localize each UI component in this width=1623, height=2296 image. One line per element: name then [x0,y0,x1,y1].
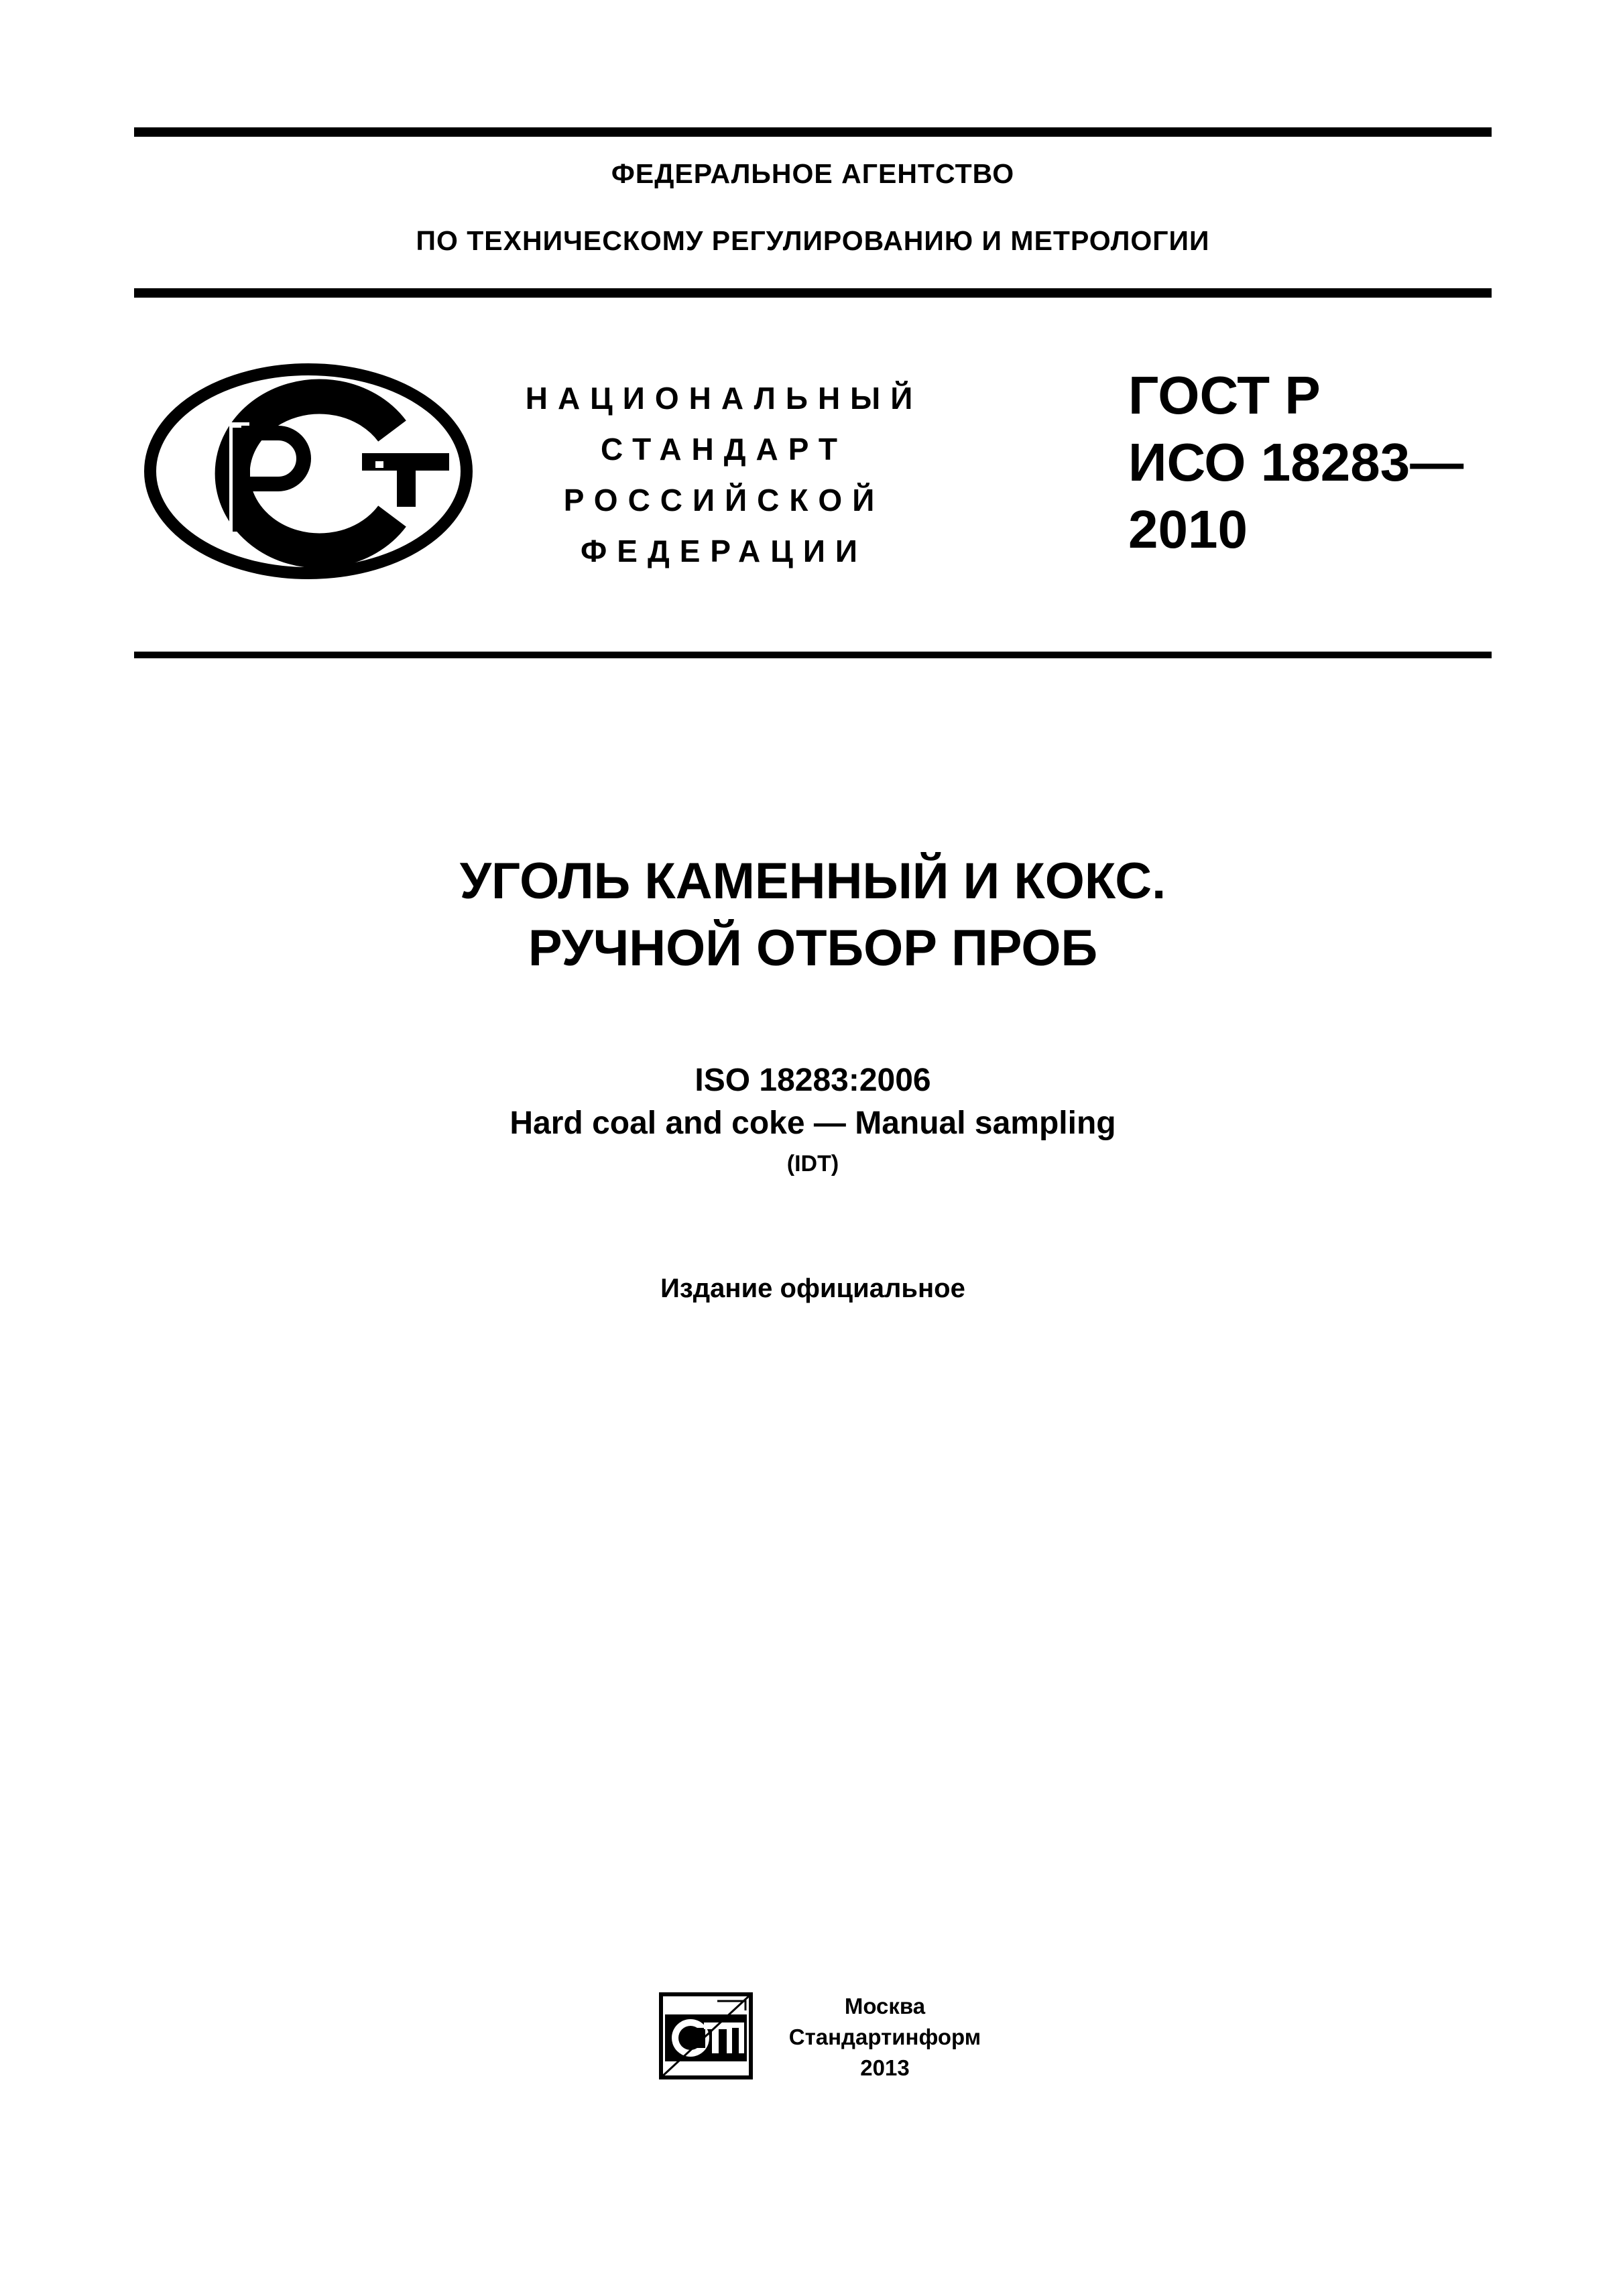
iso-english-title: Hard coal and coke — Manual sampling [509,1105,1116,1141]
publisher-city: Москва [844,1994,926,2018]
document-title [134,848,1492,982]
title-line-1: УГОЛЬ КАМЕННЫЙ И КОКС. [459,853,1166,910]
publisher-year: 2013 [860,2055,910,2080]
rst-mark-icon [141,361,476,582]
designation-line-3: 2010 [1128,499,1248,559]
top-rule [134,127,1492,137]
standartinform-logo-icon [657,1988,758,2081]
designation-line-2: ИСО 18283— [1128,432,1464,492]
iso-code: ISO 18283:2006 [695,1063,931,1098]
header-bottom-rule [134,288,1492,298]
iso-reference [134,1059,1492,1183]
national-standard-line-3: РОССИЙСКОЙ [563,483,885,518]
national-standard-line-2: СТАНДАРТ [601,432,847,467]
publisher-block [771,1991,999,2083]
national-standard-line-4: ФЕДЕРАЦИИ [581,534,867,568]
national-standard-block [509,373,939,577]
iso-equivalence: (IDT) [786,1151,839,1176]
edition-note: Издание официальное [660,1274,965,1303]
title-line-2: РУЧНОЙ ОТБОР ПРОБ [528,920,1098,977]
national-standard-line-1: НАЦИОНАЛЬНЫЙ [525,381,923,416]
agency-line-1: ФЕДЕРАЛЬНОЕ АГЕНТСТВО [611,158,1015,189]
publisher-name: Стандартинформ [788,2025,981,2049]
designation-line-1: ГОСТ Р [1128,365,1321,425]
title-block-rule [134,652,1492,658]
agency-line-2: ПО ТЕХНИЧЕСКОМУ РЕГУЛИРОВАНИЮ И МЕТРОЛОГИИ [416,225,1210,256]
standard-designation [1128,362,1463,563]
